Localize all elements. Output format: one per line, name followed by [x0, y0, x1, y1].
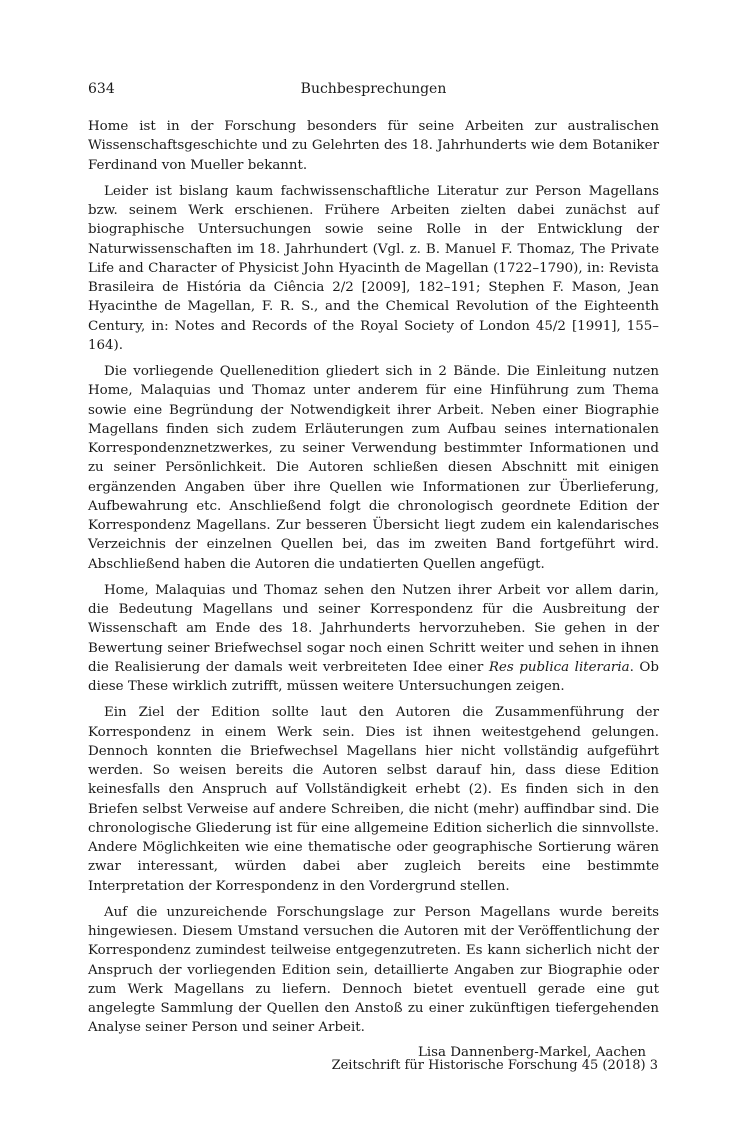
paragraph-1: Home ist in der Forschung besonders für seine Arbeiten zur australischen Wissenschaftsgeschichte und zu Gelehrten des 18. Jahrhunderts wie dem Botaniker Ferdinand von Mueller bekannt.	[88, 119, 659, 173]
running-title: Buchbesprechungen	[300, 81, 447, 97]
page-number: 634	[88, 81, 115, 97]
paragraph-4-text-before: Home, Malaquias und Thomaz sehen den Nutzen ihrer Arbeit vor allem darin, die Bedeutung Magellans und seiner Korrespondenz für die Ausbreitung der Wissenschaft am Ende des 18. Jahrhunderts hervorzuheben. Sie gehen in der Bewertung seiner Briefwechsel sogar noch einen Schritt weiter und sehen in ihnen die Realisierung der damals weit verbreiteten Idee einer	[88, 582, 659, 675]
paragraph-3: Die vorliegende Quellenedition gliedert sich in 2 Bände. Die Einleitung nutzen Home, Malaquias und Thomaz unter anderem für eine Hinführung zum Thema sowie eine Begründung der Notwendigkeit ihrer Arbeit. Neben einer Biographie Magellans finden sich zudem Erläuterungen zum Aufbau seines internationalen Korrespondenznetzwerkes, zu seiner Verwendung bestimmter Informationen und zu seiner Persönlichkeit. Die Autoren schließen diesen Abschnitt mit einigen ergänzenden Angaben über ihre Quellen wie Informationen zur Überlieferung, Aufbewahrung etc. Anschließend folgt die chronologisch geordnete Edition der Korrespondenz Magellans. Zur besseren Übersicht liegt zudem ein kalendarisches Verzeichnis der einzelnen Quellen bei, das im zweiten Band fortgeführt wird. Abschließend haben die Autoren die undatierten Quellen angefügt.	[88, 364, 659, 572]
paragraph-5: Ein Ziel der Edition sollte laut den Autoren die Zusammenführung der Korrespondenz in einem Werk sein. Dies ist ihnen weitestgehend gelungen. Dennoch konnten die Briefwechsel Magellans hier nicht vollständig aufgeführt werden. So weisen bereits die Autoren selbst darauf hin, dass diese Edition keinesfalls den Anspruch auf Vollständigkeit erhebt (2). Es finden sich in den Briefen selbst Verweise auf andere Schreiben, die nicht (mehr) auffindbar sind. Die chronologische Gliederung ist für eine allgemeine Edition sicherlich die sinnvollste. Andere Möglichkeiten wie eine thematische oder geographische Sortierung wären zwar interessant, würden dabei aber zugleich bereits eine bestimmte Interpretation der Korrespondenz in den Vordergrund stellen.	[88, 705, 659, 894]
reviewer-signature: Lisa Dannenberg-Markel, Aachen	[417, 1044, 646, 1060]
paragraph-4	[88, 581, 659, 697]
paragraph-2: Leider ist bislang kaum fachwissenschaftliche Literatur zur Person Magellans bzw. seinem Werk erschienen. Frühere Arbeiten zielten dabei zunächst auf biographische Untersuchungen sowie seine Rolle in der Entwicklung der Naturwissenschaften im 18. Jahrhundert (Vgl. z. B. Manuel F. Thomaz, The Private Life and Character of Physicist John Hyacinth de Magellan (1722–1790), in: Revista Brasileira de História da Ciência 2/2 [2009], 182–191; Stephen F. Mason, Jean Hyacinthe de Magellan, F. R. S., and the Chemical Revolution of the Eighteenth Century, in: Notes and Records of the Royal Society of London 45/2 [1991], 155–164).	[88, 183, 659, 353]
journal-footer: Zeitschrift für Historische Forschung 45 (2018) 3	[331, 1058, 658, 1073]
page-header	[88, 81, 659, 103]
paragraph-4-text-after: . Ob diese These wirklich zutrifft, müssen weitere Untersuchungen zeigen.	[88, 659, 659, 694]
review-text	[88, 117, 659, 1062]
paragraph-6: Auf die unzureichende Forschungslage zur Person Magellans wurde bereits hingewiesen. Diesem Umstand versuchen die Autoren mit der Veröffentlichung der Korrespondenz zumindest teilweise entgegenzutreten. Es kann sicherlich nicht der Anspruch der vorliegenden Edition sein, detaillierte Angaben zur Biographie oder zum Werk Magellans zu liefern. Dennoch bietet eventuell gerade eine gut angelegte Sammlung der Quellen den Anstoß zu einer zukünftigen tiefergehenden Analyse seiner Person und seiner Arbeit.	[88, 904, 659, 1036]
italic-title: Res publica literaria	[488, 659, 630, 675]
